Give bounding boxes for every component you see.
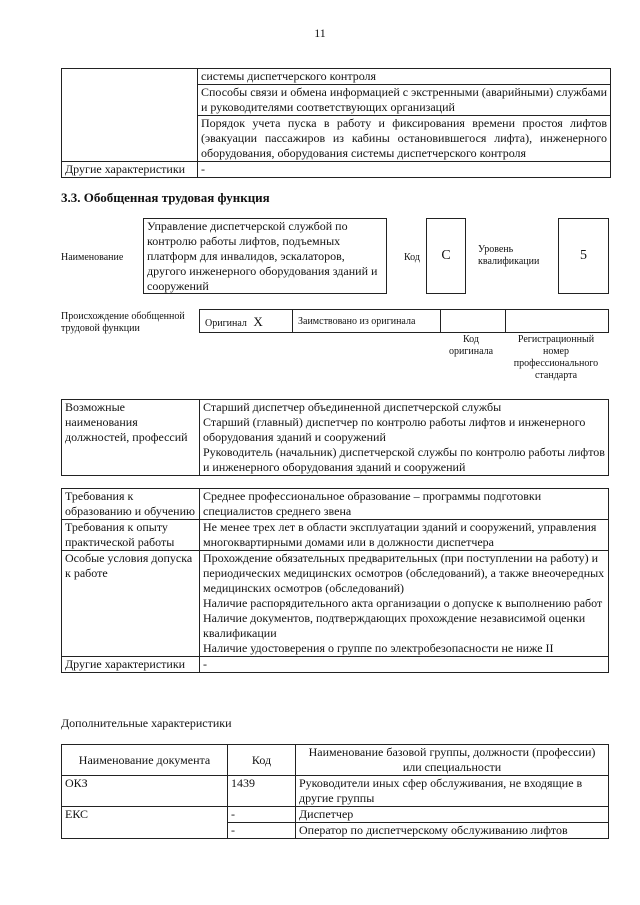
code-cell: 1439 bbox=[228, 776, 296, 807]
group-cell: Руководители иных сфер обслуживания, не входящие в другие группы bbox=[296, 776, 609, 807]
experience-value: Не менее трех лет в области эксплуатации зданий и сооружений, управления многоквартирными домами или в должности диспетчера bbox=[200, 520, 609, 551]
special-condition-item: Наличие документов, подтверждающих прохождение независимой оценки квалификации bbox=[203, 611, 586, 640]
table-row bbox=[62, 807, 609, 823]
other-characteristics-label: Другие характеристики bbox=[62, 657, 200, 673]
table-row bbox=[62, 520, 609, 551]
group-cell: Диспетчер bbox=[296, 807, 609, 823]
code-box bbox=[426, 218, 466, 294]
special-condition-item: Наличие удостоверения о группе по электробезопасности не ниже II bbox=[203, 641, 554, 655]
original-text: Оригинал bbox=[205, 318, 247, 329]
section-title: 3.3. Обобщенная трудовая функция bbox=[61, 190, 270, 205]
table-row bbox=[62, 776, 609, 807]
education-label: Требования к образованию и обучению bbox=[62, 489, 200, 520]
original-mark: X bbox=[253, 314, 263, 329]
table-row bbox=[62, 162, 611, 178]
code-value: C bbox=[441, 248, 451, 263]
doc-cell: ОКЗ bbox=[62, 776, 228, 807]
function-name: Управление диспетчерской службой по контролю работы лифтов, подъемных платформ для инвалидов, эскалаторов, другого инженерного оборудования зданий и сооружений bbox=[147, 219, 378, 293]
code-label: Код bbox=[404, 252, 420, 263]
top-characteristics-table bbox=[61, 68, 611, 178]
table-row bbox=[62, 551, 609, 657]
origin-label: Происхождение обобщенной трудовой функции bbox=[61, 311, 185, 334]
level-value: 5 bbox=[580, 248, 587, 263]
additional-title: Дополнительные характеристики bbox=[61, 716, 232, 730]
table-header-row bbox=[62, 745, 609, 776]
code-cell: - bbox=[228, 823, 296, 839]
special-conditions-label: Особые условия допуска к работе bbox=[62, 551, 200, 657]
name-label: Наименование bbox=[61, 252, 124, 263]
special-condition-item: Прохождение обязательных предварительных (при поступлении на работу) и периодических медицинских осмотров (обследований), а также внеочередных медицинских осмотров (обследований) bbox=[203, 551, 605, 595]
table-row bbox=[62, 69, 611, 85]
characteristic-text: систeмы диспетчерского контроля bbox=[198, 69, 611, 85]
position-item: Старший диспетчер объединенной диспетчерской службы bbox=[203, 400, 502, 414]
page-number: 11 bbox=[314, 26, 326, 40]
table-row bbox=[62, 489, 609, 520]
doc-cell: ЕКС bbox=[62, 807, 228, 839]
other-characteristics-value: - bbox=[198, 162, 611, 178]
position-item: Старший (главный) диспетчер по контролю работы лифтов и инженерного оборудования зданий и сооружений bbox=[203, 415, 586, 444]
education-value: Среднее профессиональное образование – программы подготовки специалистов среднего звена bbox=[200, 489, 609, 520]
requirements-table bbox=[61, 488, 609, 673]
header-code: Код bbox=[228, 745, 296, 776]
other-characteristics-label: Другие характеристики bbox=[62, 162, 198, 178]
table-row bbox=[62, 657, 609, 673]
other-characteristics-value: - bbox=[200, 657, 609, 673]
positions-label: Возможные наименования должностей, профессий bbox=[62, 400, 200, 476]
table-row bbox=[62, 400, 609, 476]
positions-table bbox=[61, 399, 609, 476]
function-name-box bbox=[143, 218, 387, 294]
level-box bbox=[558, 218, 609, 294]
characteristic-text: Способы связи и обмена информацией с экстренными (аварийными) службами и руководителями соответствующих организаций bbox=[198, 85, 611, 116]
original-label bbox=[205, 316, 263, 330]
experience-label: Требования к опыту практической работы bbox=[62, 520, 200, 551]
borrowed-label: Заимствовано из оригинала bbox=[298, 316, 416, 327]
registration-caption: Регистрационный номер профессионального стандарта bbox=[513, 334, 599, 381]
position-item: Руководитель (начальник) диспетчерской службы по контролю работы лифтов и инженерного оборудования зданий и сооружений bbox=[203, 445, 605, 474]
special-condition-item: Наличие распорядительного акта организации о допуске к выполнению работ bbox=[203, 596, 603, 610]
group-cell: Оператор по диспетчерскому обслуживанию лифтов bbox=[296, 823, 609, 839]
additional-table bbox=[61, 744, 609, 839]
header-group: Наименование базовой группы, должности (профессии) или специальности bbox=[296, 745, 609, 776]
origin-row bbox=[199, 309, 609, 333]
header-document: Наименование документа bbox=[62, 745, 228, 776]
code-original-caption: Код оригинала bbox=[448, 334, 494, 357]
level-label: Уровень квалификации bbox=[478, 244, 540, 267]
code-cell: - bbox=[228, 807, 296, 823]
characteristic-text: Порядок учета пуска в работу и фиксирования времени простоя лифтов (эвакуации пассажиров из кабины остановившегося лифта), инженерного оборудования, оборудования системы диспетчерского контроля bbox=[198, 116, 611, 162]
